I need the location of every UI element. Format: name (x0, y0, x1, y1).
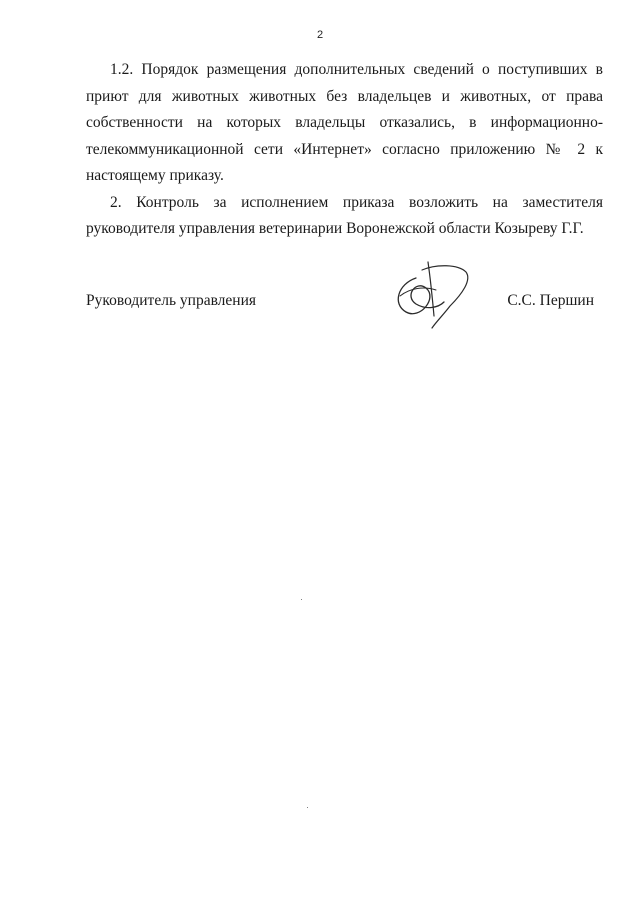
page-number: 2 (316, 29, 324, 41)
signature-block (86, 292, 594, 322)
paragraph-1-2: 1.2. Порядок размещения дополнительных сведений о поступивших в приют для животных животных без владельцев и животных, от права собственности на которых владельцы отказались, в информационно-телекоммуникационной сети «Интернет» согласно приложению № 2 к настоящему приказу. (86, 61, 603, 184)
scan-speck (301, 599, 302, 600)
document-body (86, 57, 603, 243)
paragraph-2: 2. Контроль за исполнением приказа возложить на заместителя руководителя управления ветеринарии Воронежской области Козыреву Г.Г. (86, 193, 603, 237)
signatory-name: С.С. Першин (507, 292, 594, 309)
scan-speck (307, 807, 308, 808)
signatory-title: Руководитель управления (86, 292, 257, 309)
